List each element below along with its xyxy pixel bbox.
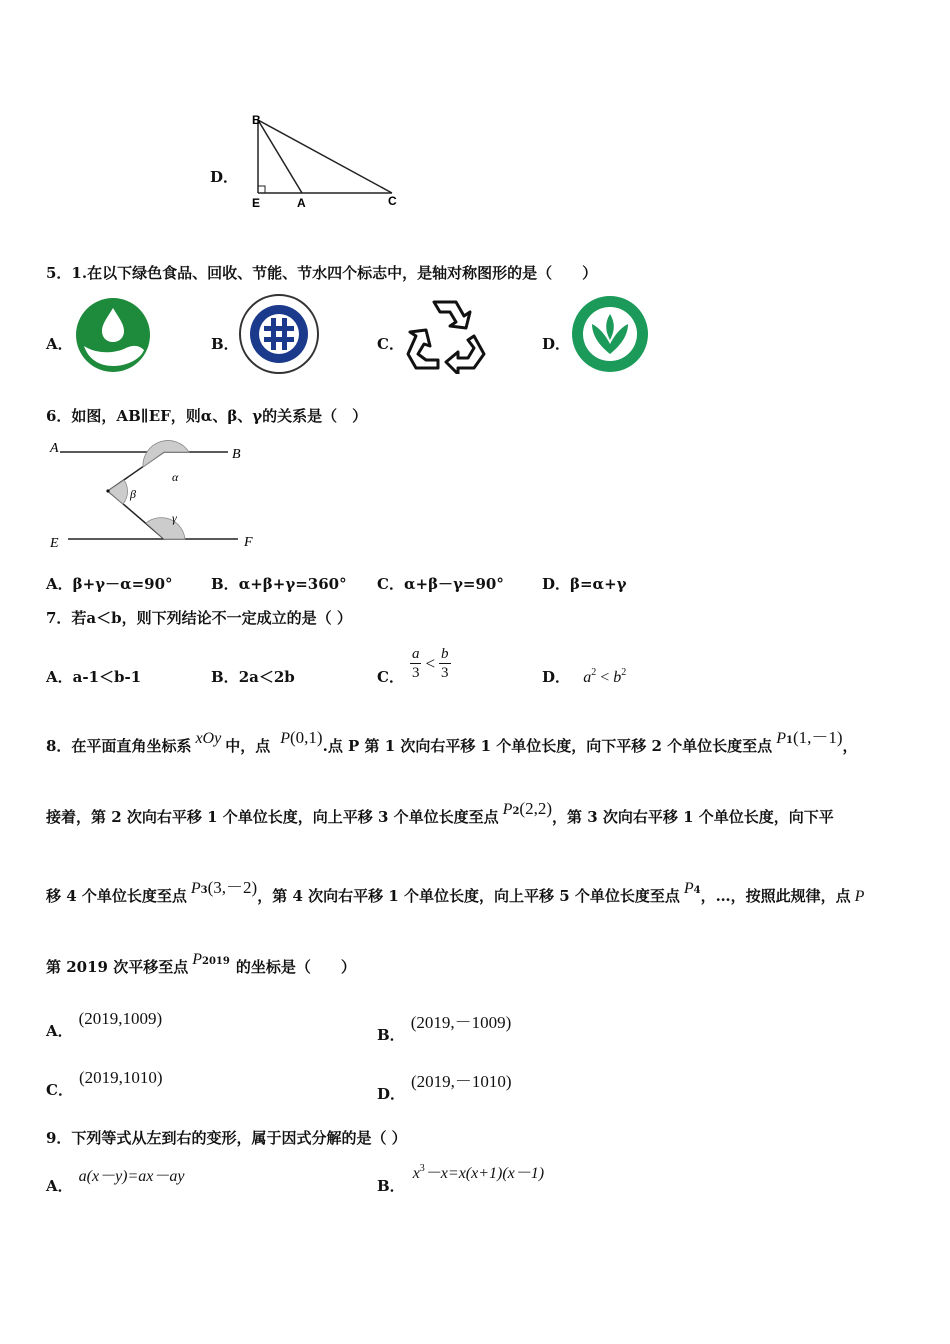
label-b: B (232, 447, 241, 462)
q6-option-c-text: α+β－γ=90° (403, 575, 504, 593)
q9-option-a[interactable] (46, 1163, 185, 1195)
q6-option-b[interactable] (211, 573, 347, 594)
segment-ba (258, 120, 302, 193)
q6-option-b-text: α+β+γ=360° (238, 575, 347, 593)
q5-option-a-label[interactable]: A． (46, 335, 73, 353)
q5-option-d-label[interactable]: D． (542, 335, 571, 353)
q9-option-b[interactable] (377, 1160, 545, 1195)
q6-option-d-text: β=α+γ (570, 575, 627, 593)
q6-option-d-label: D． (542, 575, 571, 593)
label-gamma: γ (172, 511, 177, 525)
q9-option-b-label: B． (377, 1177, 405, 1195)
q8-line-2: 接着，第 2 次向右平移 1 个单位长度，向上平移 3 个单位长度至点 $P^2(2,2)$，第 3 次向右平移 1 个单位长度，向下平 (46, 799, 834, 826)
green-food-logo-icon[interactable] (570, 294, 650, 374)
q6-question-text: 6．如图，AB∥EF，则α、β、γ的关系是（ ） (46, 407, 368, 425)
q6-option-a-label: A． (46, 575, 73, 593)
q8-line-4: 第 2019 次平移至点 $P^{2019}$ 的坐标是（ ） (46, 951, 356, 976)
q7-option-a-text: a-1＜b-1 (72, 668, 142, 686)
q9-question-text: 9．下列等式从左到右的变形，属于因式分解的是（ ） (46, 1129, 407, 1147)
q6-option-a[interactable] (46, 573, 173, 594)
fraction-b-over-3: $\frac{b}{3}$ (441, 646, 449, 681)
q8-option-c[interactable] (46, 1067, 163, 1099)
q6-option-d[interactable] (542, 573, 627, 594)
label-beta: β (130, 487, 136, 501)
q6-option-c-label: C． (377, 575, 404, 593)
q8-option-b-text: (2019,－1009) (410, 1013, 512, 1032)
q5-option-c-label[interactable]: C． (377, 335, 404, 353)
q8-option-c-text: (2019,1010) (78, 1068, 163, 1087)
q7-option-b-label: B． (211, 668, 239, 686)
q5-question-text: 5．1.在以下绿色食品、回收、节能、节水四个标志中，是轴对称图形的是（ ） (46, 264, 598, 282)
energy-saving-logo-icon[interactable] (238, 293, 320, 375)
q6-option-a-text: β+γ－α=90° (72, 575, 173, 593)
angle-gamma-arc (146, 518, 185, 539)
q4-triangle-diagram (246, 110, 406, 210)
recycle-logo-icon[interactable] (404, 296, 486, 374)
q4-option-d-label[interactable]: D． (210, 168, 239, 186)
label-a: A (50, 441, 59, 456)
q8-option-d-label: D． (377, 1085, 406, 1103)
label-e: E (50, 536, 59, 551)
q7-option-b-text: 2a＜2b (238, 668, 295, 686)
label-middle: A (297, 196, 306, 210)
q9-option-a-label: A． (46, 1177, 73, 1195)
q7-option-a[interactable] (46, 666, 141, 687)
q7-option-c[interactable] (377, 640, 451, 687)
right-angle-mark (258, 186, 265, 193)
q7-option-a-label: A． (46, 668, 73, 686)
fraction-a-over-3: $\frac{a}{3}$ (411, 646, 420, 681)
q8-option-d-text: (2019,－1010) (411, 1072, 512, 1091)
label-right: C (388, 194, 397, 208)
q8-option-a-label: A． (46, 1022, 73, 1040)
q6-option-b-label: B． (211, 575, 239, 593)
q7-option-d-label: D． (542, 668, 571, 686)
q7-option-c-label: C． (377, 668, 404, 686)
q9-option-a-expr: a(x－y)=ax－ay (78, 1168, 185, 1185)
q6-option-c[interactable] (377, 573, 504, 594)
label-bottom-left: E (252, 196, 261, 210)
q8-option-c-label: C． (46, 1081, 73, 1099)
q7-option-d-expr: $a^2 < b^2$ (583, 667, 627, 686)
q8-line-3: 移 4 个单位长度至点 $P^3(3,-2)$，第 4 次向右平移 1 个单位长度，向上平移 5 个单位长度至点 $P^4$，…，按照此规律，点 P (46, 878, 865, 905)
q7-question-text: 7．若a＜b，则下列结论不一定成立的是（ ） (46, 609, 352, 627)
q8-line-1: 8．在平面直角坐标系 xOy 中，点 P(0,1).点 P 第 1 次向右平移 1 个单位长度，向下平移 2 个单位长度至点 $P^1(1,-1)$， (46, 728, 858, 755)
label-f: F (244, 535, 253, 550)
q8-option-a[interactable] (46, 1008, 163, 1040)
q5-option-b-label[interactable]: B． (211, 335, 239, 353)
q8-option-d[interactable] (377, 1067, 512, 1103)
q6-parallel-lines-diagram (46, 436, 276, 554)
q7-option-d[interactable] (542, 666, 626, 687)
segment-bc (258, 120, 392, 193)
less-than-sign: < (425, 653, 436, 673)
angle-alpha-arc (143, 440, 189, 467)
label-top: B (252, 113, 261, 127)
green-water-drop-logo-icon[interactable] (74, 296, 152, 374)
q8-option-a-text: (2019,1009) (78, 1009, 163, 1028)
q7-option-b[interactable] (211, 666, 295, 687)
label-alpha: α (172, 470, 179, 484)
q8-option-b[interactable] (377, 1008, 512, 1044)
q9-option-b-expr: $x^3-x=x(x+1)(x-1)$ (412, 1163, 545, 1182)
q8-option-b-label: B． (377, 1026, 405, 1044)
